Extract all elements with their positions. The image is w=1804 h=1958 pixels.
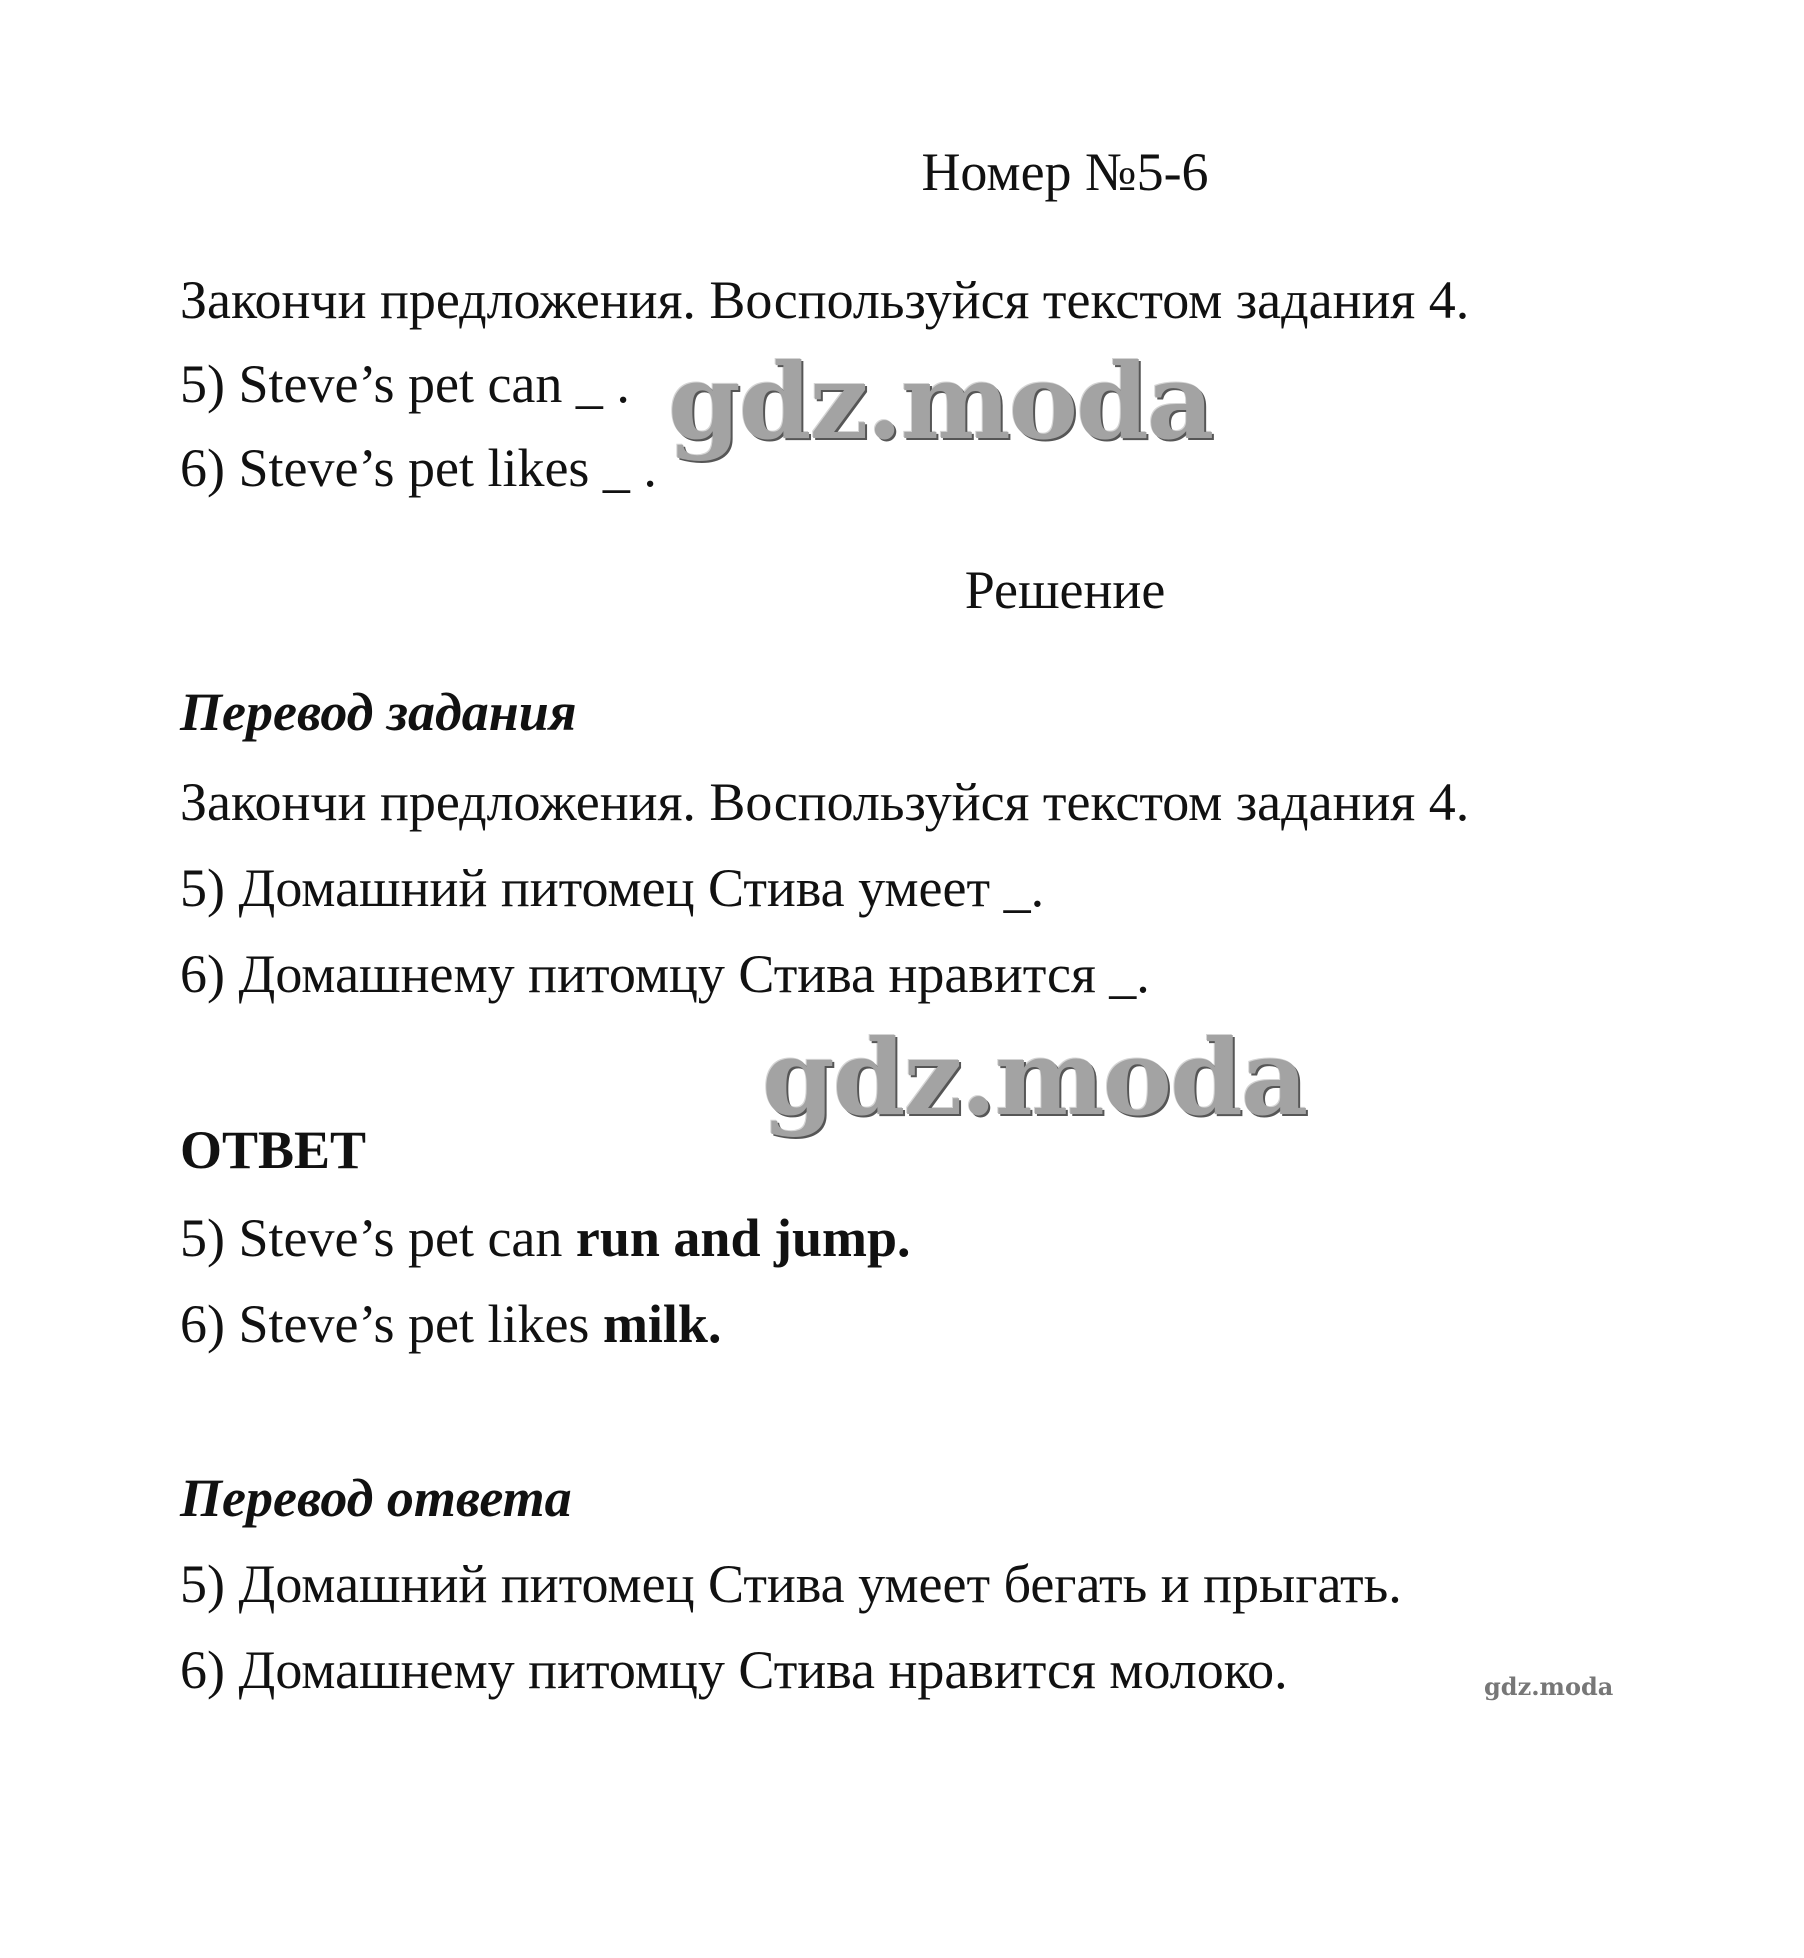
answer-item-value: milk. [602, 1294, 722, 1354]
task-instruction: Закончи предложения. Воспользуйся текстом задания 4. [180, 270, 1470, 330]
answer-item-value: run and jump. [575, 1208, 911, 1268]
watermark: gdz.moda [668, 340, 1213, 463]
page-title: Номер №5-6 [921, 142, 1209, 202]
task-item-5: 5) Steve’s pet can _ . [180, 354, 630, 414]
translation-answer-item-5: 5) Домашний питомец Стива умеет бегать и прыгать. [180, 1554, 1402, 1614]
translation-answer-item-6: 6) Домашнему питомцу Стива нравится молоко. [180, 1640, 1288, 1700]
translation-task-item-5: 5) Домашний питомец Стива умеет _. [180, 858, 1045, 918]
translation-answer-heading: Перевод ответа [180, 1468, 572, 1528]
watermark-small: gdz.moda [1484, 1672, 1614, 1701]
answer-heading: ОТВЕТ [180, 1120, 367, 1180]
answer-item-6 [180, 1292, 721, 1356]
translation-task-item-6: 6) Домашнему питомцу Стива нравится _. [180, 944, 1150, 1004]
task-item-6: 6) Steve’s pet likes _ . [180, 438, 657, 498]
answer-item-5 [180, 1206, 911, 1270]
answer-item-prefix: 6) Steve’s pet likes [180, 1294, 603, 1354]
translation-task-instruction: Закончи предложения. Воспользуйся текстом задания 4. [180, 772, 1470, 832]
translation-task-heading: Перевод задания [180, 682, 577, 742]
answer-item-prefix: 5) Steve’s pet can [180, 1208, 576, 1268]
watermark: gdz.moda [762, 1016, 1307, 1139]
solution-heading: Решение [964, 560, 1166, 620]
